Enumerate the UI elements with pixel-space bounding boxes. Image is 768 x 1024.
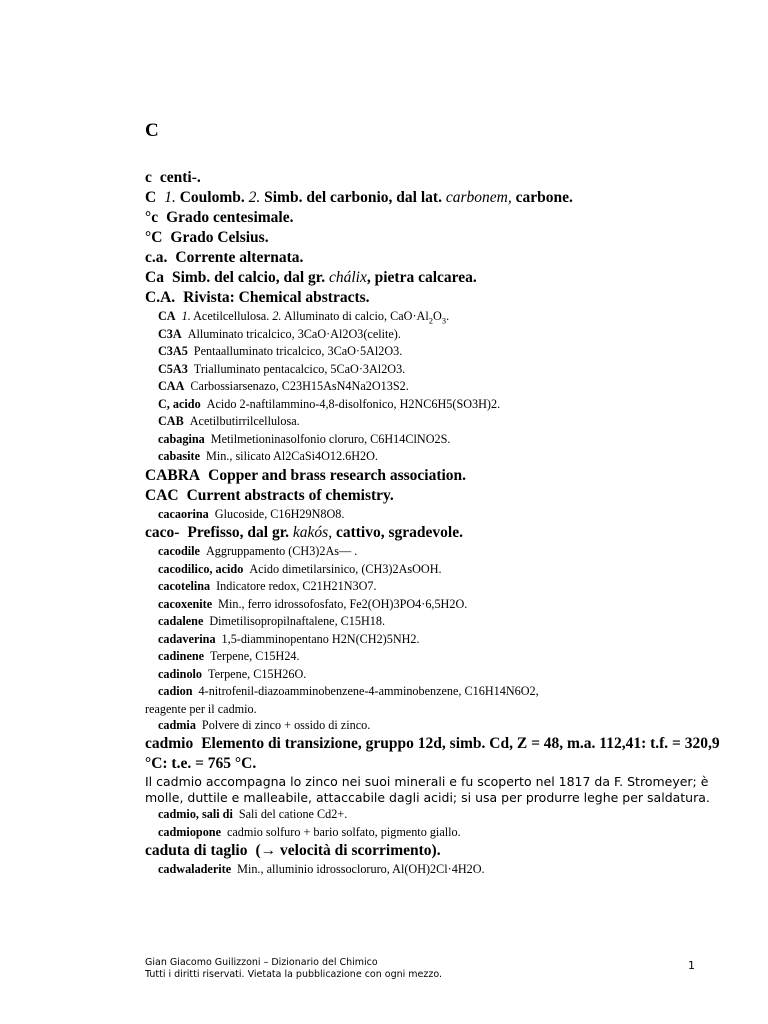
entry-definition: Grado Celsius. — [170, 229, 269, 246]
entry-term: C — [145, 189, 157, 206]
entry-C3A — [145, 326, 735, 344]
entry-definition: Glucoside, C16H29N8O8. — [214, 506, 345, 521]
entry-ca-corrente — [145, 248, 735, 268]
entry-term: cabasite — [158, 449, 200, 463]
entry-definition: Rivista: Chemical abstracts. — [183, 289, 370, 306]
entry-CAC — [145, 486, 735, 506]
entry-definition: Pentaalluminato tricalcico, 3CaO·5Al2O3. — [193, 344, 403, 358]
entry-term: °C — [145, 229, 163, 246]
entry-term: cadmio — [145, 735, 194, 752]
entry-term: cadmio, sali di — [158, 807, 233, 821]
entry-cadinene — [145, 648, 735, 666]
entry-definition: Terpene, C15H24. — [210, 649, 300, 663]
entry-c — [145, 168, 735, 188]
entry-term: Ca — [145, 269, 164, 286]
page-number: 1 — [688, 959, 695, 972]
entry-definition: Min., ferro idrossofosfato, Fe2(OH)3PO4·6,5H2O. — [218, 596, 468, 611]
entry-term: cacotelina — [158, 579, 211, 593]
entry-CA-acetilcellulosa — [145, 308, 735, 326]
entry-term: CA — [158, 309, 176, 323]
entry-term: cadaverina — [158, 631, 216, 646]
entry-cabagina — [145, 431, 735, 449]
entry-definition: Trialluminato pentacalcico, 5CaO·3Al2O3. — [193, 361, 406, 376]
entry-term: CAB — [158, 414, 184, 428]
entry-cacodile — [145, 543, 735, 561]
entry-cadinolo — [145, 666, 735, 684]
entry-C3A5 — [145, 343, 735, 361]
footer-copyright: Tutti i diritti riservati. Vietata la pubblicazione con ogni mezzo. — [145, 969, 443, 980]
entry-CAB — [145, 413, 735, 431]
entry-cacotelina — [145, 578, 735, 596]
entry-term: caco- — [145, 524, 180, 541]
entry-definition: 4-nitrofenil-diazoamminobenzene-4-amminobenzene, C16H14N6O2, — [198, 684, 539, 698]
entry-definition: Sali del catione Cd2+. — [238, 807, 348, 821]
entry-definition: 1,5-diamminopentano H2N(CH2)5NH2. — [221, 631, 420, 646]
entry-grado-centesimale — [145, 208, 735, 228]
entry-definition: Indicatore redox, C21H21N3O7. — [216, 579, 377, 593]
entry-term: cacoxenite — [158, 596, 213, 611]
entry-cacoxenite — [145, 596, 735, 614]
entry-term: CABRA — [145, 466, 201, 484]
entry-definition: Current abstracts of chemistry. — [186, 486, 394, 504]
entry-C-acido — [145, 396, 735, 414]
entry-term: cadmiopone — [158, 824, 221, 839]
entry-definition: Acido 2-naftilammino-4,8-disolfonico, H2NC6H5(SO3H)2. — [206, 396, 501, 411]
entry-definition: Carbossiarsenazo, C23H15AsN4Na2O13S2. — [190, 379, 409, 393]
dictionary-page — [145, 120, 735, 879]
entry-term: CAA — [158, 379, 185, 393]
entry-term: C.A. — [145, 289, 176, 306]
entry-cadmia — [145, 717, 735, 735]
entry-Ca — [145, 268, 735, 288]
entry-cadion — [145, 683, 735, 701]
entry-cadmio — [145, 734, 735, 774]
entry-definition: Acetilbutirrilcellulosa. — [189, 414, 300, 428]
entry-definition: Aggruppamento (CH3)2As— . — [205, 544, 358, 558]
entry-term: caduta di taglio — [145, 842, 248, 859]
entry-grado-celsius — [145, 228, 735, 248]
entry-cacaorina — [145, 506, 735, 524]
entry-definition: Elemento di transizione, gruppo 12d, simb. Cd, Z = 48, m.a. 112,41: t.f. = 320,9 °C: t.e. = 765 °C. — [145, 735, 720, 772]
entry-cabasite — [145, 448, 735, 466]
entry-C — [145, 188, 735, 208]
entry-term: c.a. — [145, 249, 168, 266]
entry-term: cacodile — [158, 544, 200, 558]
entry-term: CAC — [145, 486, 179, 504]
entry-definition: cadmio solfuro + bario solfato, pigmento giallo. — [226, 824, 461, 839]
entry-definition: Acido dimetilarsinico, (CH3)2AsOOH. — [249, 561, 442, 576]
cadmio-note: Il cadmio accompagna lo zinco nei suoi minerali e fu scoperto nel 1817 da F. Stromeyer; è molle, duttile e malleabile, attaccabile dagli acidi; si usa per produrre leghe per saldatura. — [145, 774, 710, 805]
entry-term: cadwaladerite — [158, 862, 232, 876]
entry-cadaverina — [145, 631, 735, 649]
entry-definition: centi-. — [159, 169, 201, 186]
entry-definition: Dimetilisopropilnaftalene, C15H18. — [209, 614, 386, 628]
entry-term: °c — [145, 209, 159, 226]
entry-definition: (→ velocità di scorrimento). — [255, 842, 441, 859]
entry-definition: Alluminato tricalcico, 3CaO·Al2O3(celite). — [187, 326, 401, 341]
entry-cadmio-sali — [145, 806, 735, 824]
entry-term: cacodilico, acido — [158, 561, 244, 576]
entry-caco — [145, 523, 735, 543]
entry-cadion-continuation: reagente per il cadmio. — [145, 701, 257, 716]
entry-C5A3 — [145, 361, 735, 379]
entry-term: cacaorina — [158, 506, 209, 521]
entry-cacodilico-acido — [145, 561, 735, 579]
entry-term: C5A3 — [158, 361, 188, 376]
page-footer — [145, 957, 705, 981]
entry-definition: Terpene, C15H26O. — [208, 666, 307, 681]
entry-term: cadmia — [158, 717, 196, 732]
section-letter: C — [145, 120, 159, 141]
entry-definition: 1. Coulomb. 2. Simb. del carbonio, dal lat. carbonem, carbone. — [164, 189, 573, 206]
entry-CA-rivista — [145, 288, 735, 308]
entry-term: cadinolo — [158, 666, 203, 681]
entry-term: cabagina — [158, 431, 205, 446]
footer-author: Gian Giacomo Guilizzoni – Dizionario del Chimico — [145, 957, 378, 968]
entry-definition: Min., alluminio idrossocloruro, Al(OH)2Cl·4H2O. — [237, 862, 485, 876]
entry-definition: Prefisso, dal gr. kakós, cattivo, sgradevole. — [187, 524, 463, 541]
entry-definition: Grado centesimale. — [166, 209, 294, 226]
entry-CAA — [145, 378, 735, 396]
entry-term: cadion — [158, 684, 193, 698]
entry-cadmiopone — [145, 824, 735, 842]
entry-term: cadinene — [158, 649, 205, 663]
entry-term: C3A5 — [158, 344, 188, 358]
entry-cadwaladerite — [145, 861, 735, 879]
entry-definition: Simb. del calcio, dal gr. chálix, pietra calcarea. — [171, 269, 477, 286]
entry-definition: Polvere di zinco + ossido di zinco. — [201, 717, 371, 732]
entry-term: C3A — [158, 326, 182, 341]
entry-term: C, acido — [158, 396, 201, 411]
entry-caduta-di-taglio — [145, 841, 735, 861]
entry-definition: Metilmetioninasolfonio cloruro, C6H14ClNO2S. — [210, 431, 451, 446]
entry-term: cadalene — [158, 614, 204, 628]
entry-cadalene — [145, 613, 735, 631]
entry-definition: Min., silicato Al2CaSi4O12.6H2O. — [205, 449, 378, 463]
entry-definition: Corrente alternata. — [175, 249, 304, 266]
entry-definition: Copper and brass research association. — [208, 466, 467, 484]
entry-CABRA — [145, 466, 735, 486]
entry-definition: 1. Acetilcellulosa. 2. Alluminato di calcio, $CaO\cdot Al_2O_3$. — [181, 309, 450, 326]
entry-term: c — [145, 169, 152, 186]
